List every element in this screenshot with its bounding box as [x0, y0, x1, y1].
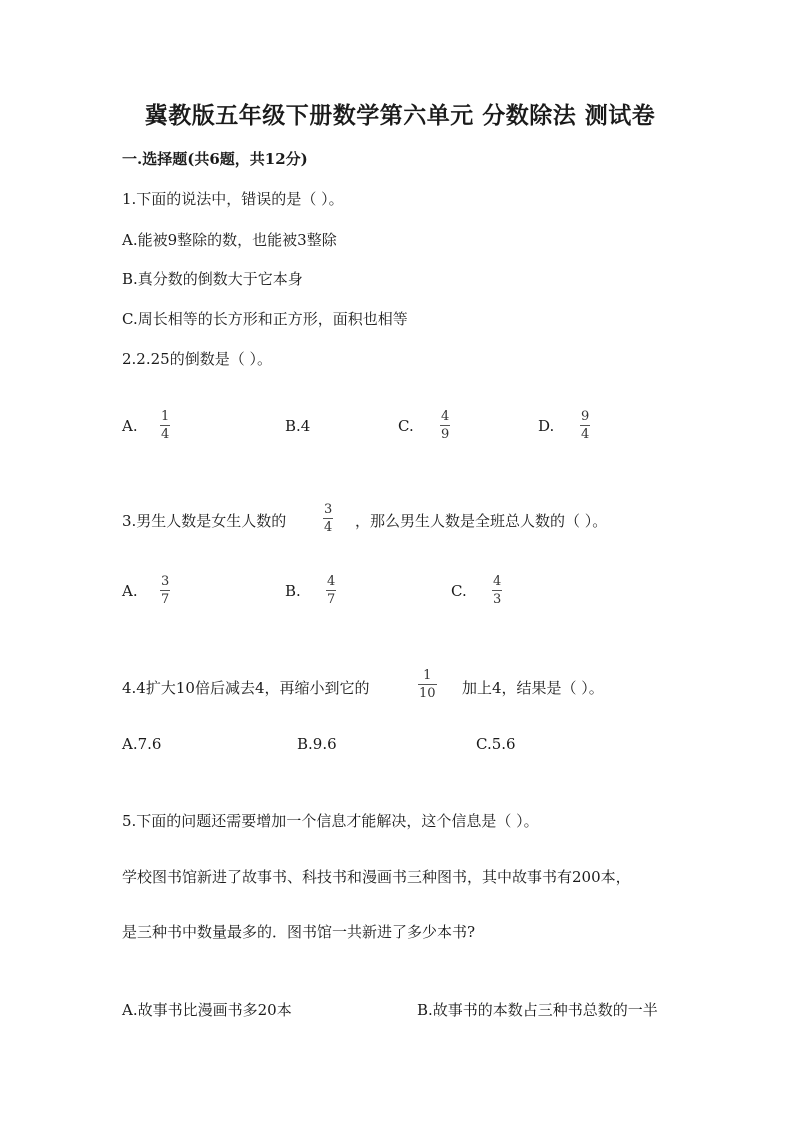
question-1-option-c: C.周长相等的长方形和正方形，面积也相等 — [122, 310, 408, 328]
question-3-option-a-label: A. — [122, 582, 138, 600]
question-3-option-a-fraction: 3 7 — [161, 574, 170, 607]
question-3-option-c-fraction: 4 3 — [493, 574, 502, 607]
question-2-option-c-label: C. — [398, 417, 414, 435]
question-2-stem: 2.2.25的倒数是（ ）。 — [122, 350, 272, 368]
page-title: 冀教版五年级下册数学第六单元 分数除法 测试卷 — [144, 102, 656, 129]
question-1-stem: 1.下面的说法中，错误的是（ ）。 — [122, 190, 344, 208]
question-2-option-d-label: D. — [538, 417, 555, 435]
question-2-option-c-fraction: 4 9 — [441, 409, 450, 442]
question-4-stem-end: 加上4，结果是（ ）。 — [462, 679, 604, 697]
question-1-option-a: A.能被9整除的数，也能被3整除 — [122, 231, 337, 249]
question-2-option-d-fraction: 9 4 — [581, 409, 590, 442]
question-5-option-a: A.故事书比漫画书多20本 — [122, 1001, 292, 1019]
question-5-problem-line-1: 学校图书馆新进了故事书、科技书和漫画书三种图书，其中故事书有200本， — [122, 868, 631, 886]
question-4-option-a: A.7.6 — [122, 735, 162, 753]
question-2-option-a-fraction: 1 4 — [161, 409, 170, 442]
question-5-problem-line-2: 是三种书中数量最多的．图书馆一共新进了多少本书? — [122, 923, 476, 941]
question-3-option-c-label: C. — [451, 582, 467, 600]
section-heading: 一.选择题(共6题，共12分) — [122, 150, 308, 168]
question-3-stem-start: 3.男生人数是女生人数的 — [122, 512, 287, 530]
question-1-option-b: B.真分数的倒数大于它本身 — [122, 270, 303, 288]
question-3-stem-end: ，那么男生人数是全班总人数的（ ）。 — [355, 512, 608, 530]
question-2-option-a-label: A. — [122, 417, 138, 435]
question-5-stem: 5.下面的问题还需要增加一个信息才能解决，这个信息是（ ）。 — [122, 812, 539, 830]
question-3-stem-fraction: 3 4 — [324, 502, 333, 535]
question-4-stem-fraction: 1 10 — [419, 668, 436, 701]
question-4-option-b: B.9.6 — [297, 735, 337, 753]
question-3-option-b-fraction: 4 7 — [327, 574, 336, 607]
question-5-option-b: B.故事书的本数占三种书总数的一半 — [417, 1001, 658, 1019]
question-3-option-b-label: B. — [285, 582, 301, 600]
question-2-option-b: B.4 — [285, 417, 311, 435]
question-4-option-c: C.5.6 — [476, 735, 516, 753]
question-4-stem-start: 4.4扩大10倍后减去4，再缩小到它的 — [122, 679, 370, 697]
